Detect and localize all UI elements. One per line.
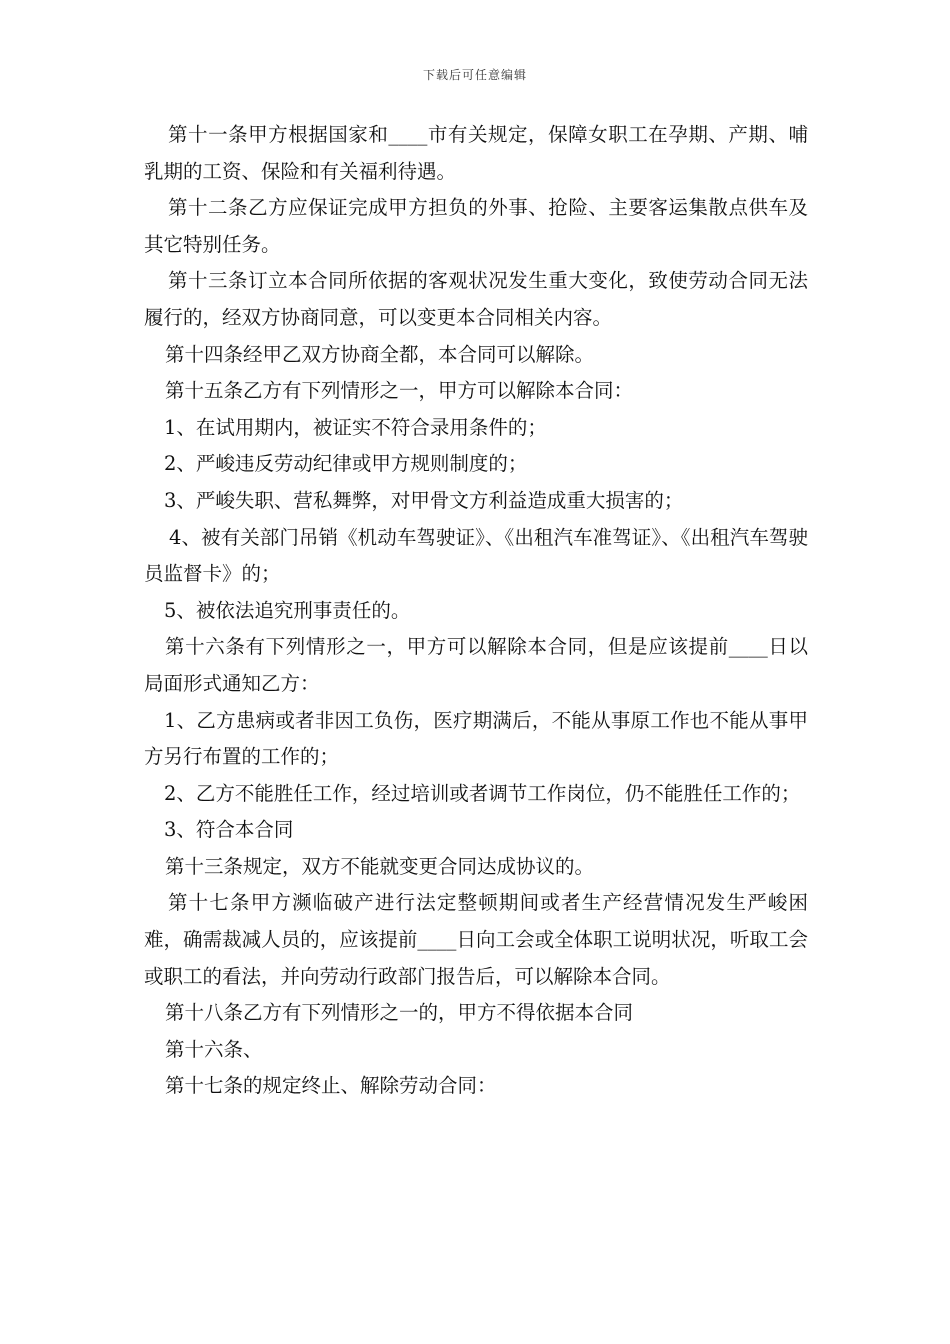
document-body: [144, 117, 808, 1105]
list-item-15-1: 1、在试用期内，被证实不符合录用条件的；: [164, 415, 547, 439]
list-item-15-2: 2、严峻违反劳动纪律或甲方规则制度的；: [164, 452, 528, 476]
paragraph-article-16: 第十六条有下列情形之一，甲方可以解除本合同，但是应该提前____日以局面形式通知乙方：: [144, 635, 808, 695]
paragraph-article-13: 第十三条订立本合同所依据的客观状况发生重大变化，致使劳动合同无法履行的，经双方协商同意，可以变更本合同相关内容。: [144, 269, 808, 329]
list-item-16-2: 2、乙方不能胜任工作，经过培训或者调节工作岗位，仍不能胜任工作的；: [164, 781, 801, 805]
list-item-15-3: 3、严峻失职、营私舞弊，对甲骨文方利益造成重大损害的；: [164, 488, 684, 512]
list-item-15-4: 4、被有关部门吊销《机动车驾驶证》、《出租汽车准驾证》、《出租汽车驾驶员监督卡》的；: [144, 525, 808, 586]
paragraph-article-17-ref: 第十七条的规定终止、解除劳动合同：: [165, 1074, 497, 1098]
paragraph-article-14: 第十四条经甲乙双方协商全都，本合同可以解除。: [165, 342, 595, 366]
paragraph-article-18: 第十八条乙方有下列情形之一的，甲方不得依据本合同: [165, 1001, 634, 1025]
paragraph-article-13-ref: 第十三条规定，双方不能就变更合同达成协议的。: [165, 854, 595, 878]
list-item-16-3: 3、符合本合同: [164, 818, 294, 842]
paragraph-article-12: 第十二条乙方应保证完成甲方担负的外事、抢险、主要客运集散点供车及其它特别任务。: [144, 196, 808, 256]
paragraph-article-11: 第十一条甲方根据国家和____市有关规定，保障女职工在孕期、产期、哺乳期的工资、保险和有关福利待遇。: [144, 123, 808, 183]
page-header: 下载后可任意编辑: [422, 68, 527, 82]
list-item-15-5: 5、被依法追究刑事责任的。: [164, 598, 411, 622]
paragraph-article-15: 第十五条乙方有下列情形之一，甲方可以解除本合同：: [165, 379, 634, 403]
paragraph-article-17: 第十七条甲方濒临破产进行法定整顿期间或者生产经营情况发生严峻困难，确需裁减人员的，应该提前____日向工会或全体职工说明状况，听取工会或职工的看法，并向劳动行政部门报告后，可以解除本合同。: [144, 891, 808, 988]
paragraph-article-16-ref: 第十六条、: [165, 1037, 263, 1061]
list-item-16-1: 1、乙方患病或者非因工负伤，医疗期满后，不能从事原工作也不能从事甲方另行布置的工作的；: [144, 708, 808, 769]
